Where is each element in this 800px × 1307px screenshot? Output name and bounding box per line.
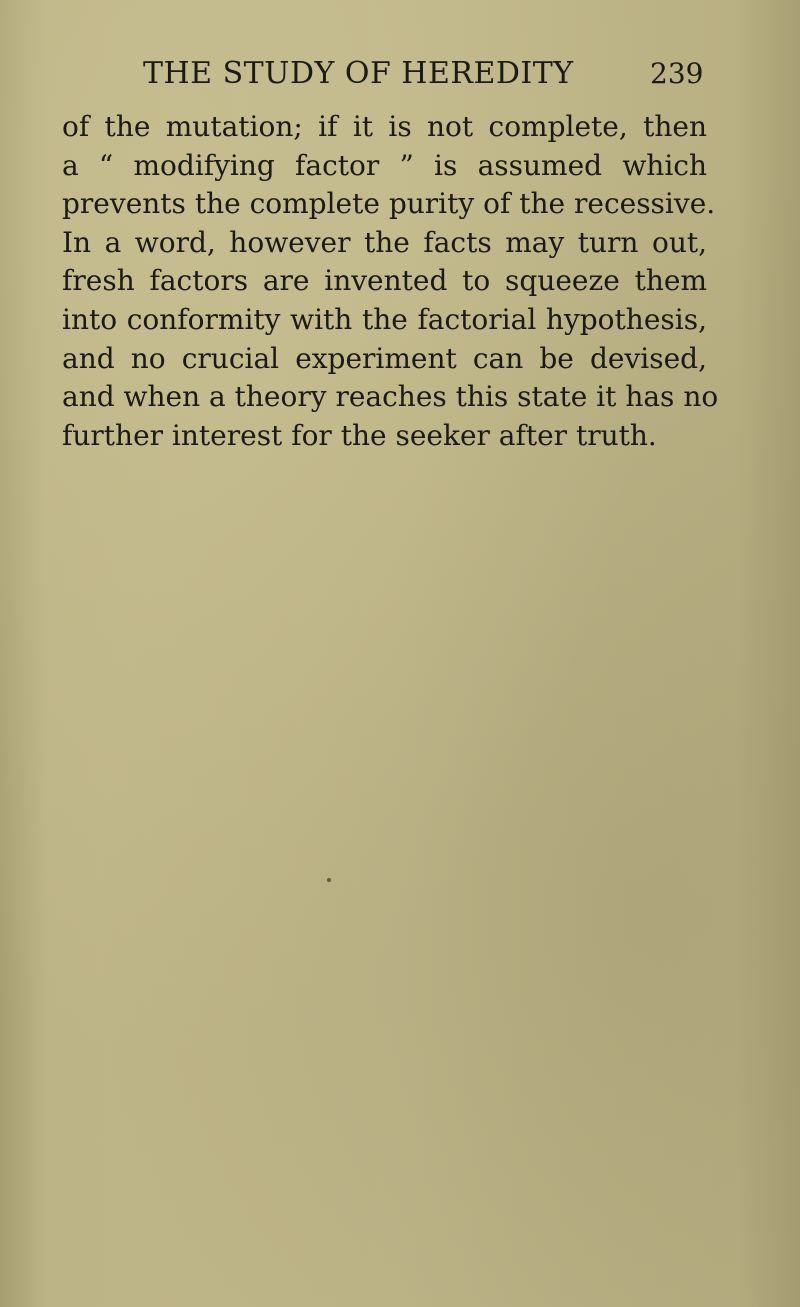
text-line: and no crucial experiment can be devised, <box>62 341 707 375</box>
paper-speck <box>327 878 331 882</box>
text-line: of the mutation; if it is not complete, then <box>62 110 707 143</box>
text-line: In a word, however the facts may turn out, <box>62 225 707 259</box>
text-line: into conformity with the factorial hypothesis, <box>62 302 707 336</box>
body-paragraph <box>62 108 719 455</box>
text-line: fresh factors are invented to squeeze them <box>62 264 707 298</box>
text-line: and when a theory reaches this state it has no <box>62 380 719 414</box>
text-line: prevents the complete purity of the recessive. <box>62 187 716 221</box>
text-line: further interest for the seeker after truth. <box>62 418 657 452</box>
running-title: THE STUDY OF HEREDITY <box>143 56 574 91</box>
text-line: a “ modifying factor ” is assumed which <box>62 148 707 182</box>
page-number: 239 <box>650 57 704 90</box>
page-header <box>0 52 800 100</box>
